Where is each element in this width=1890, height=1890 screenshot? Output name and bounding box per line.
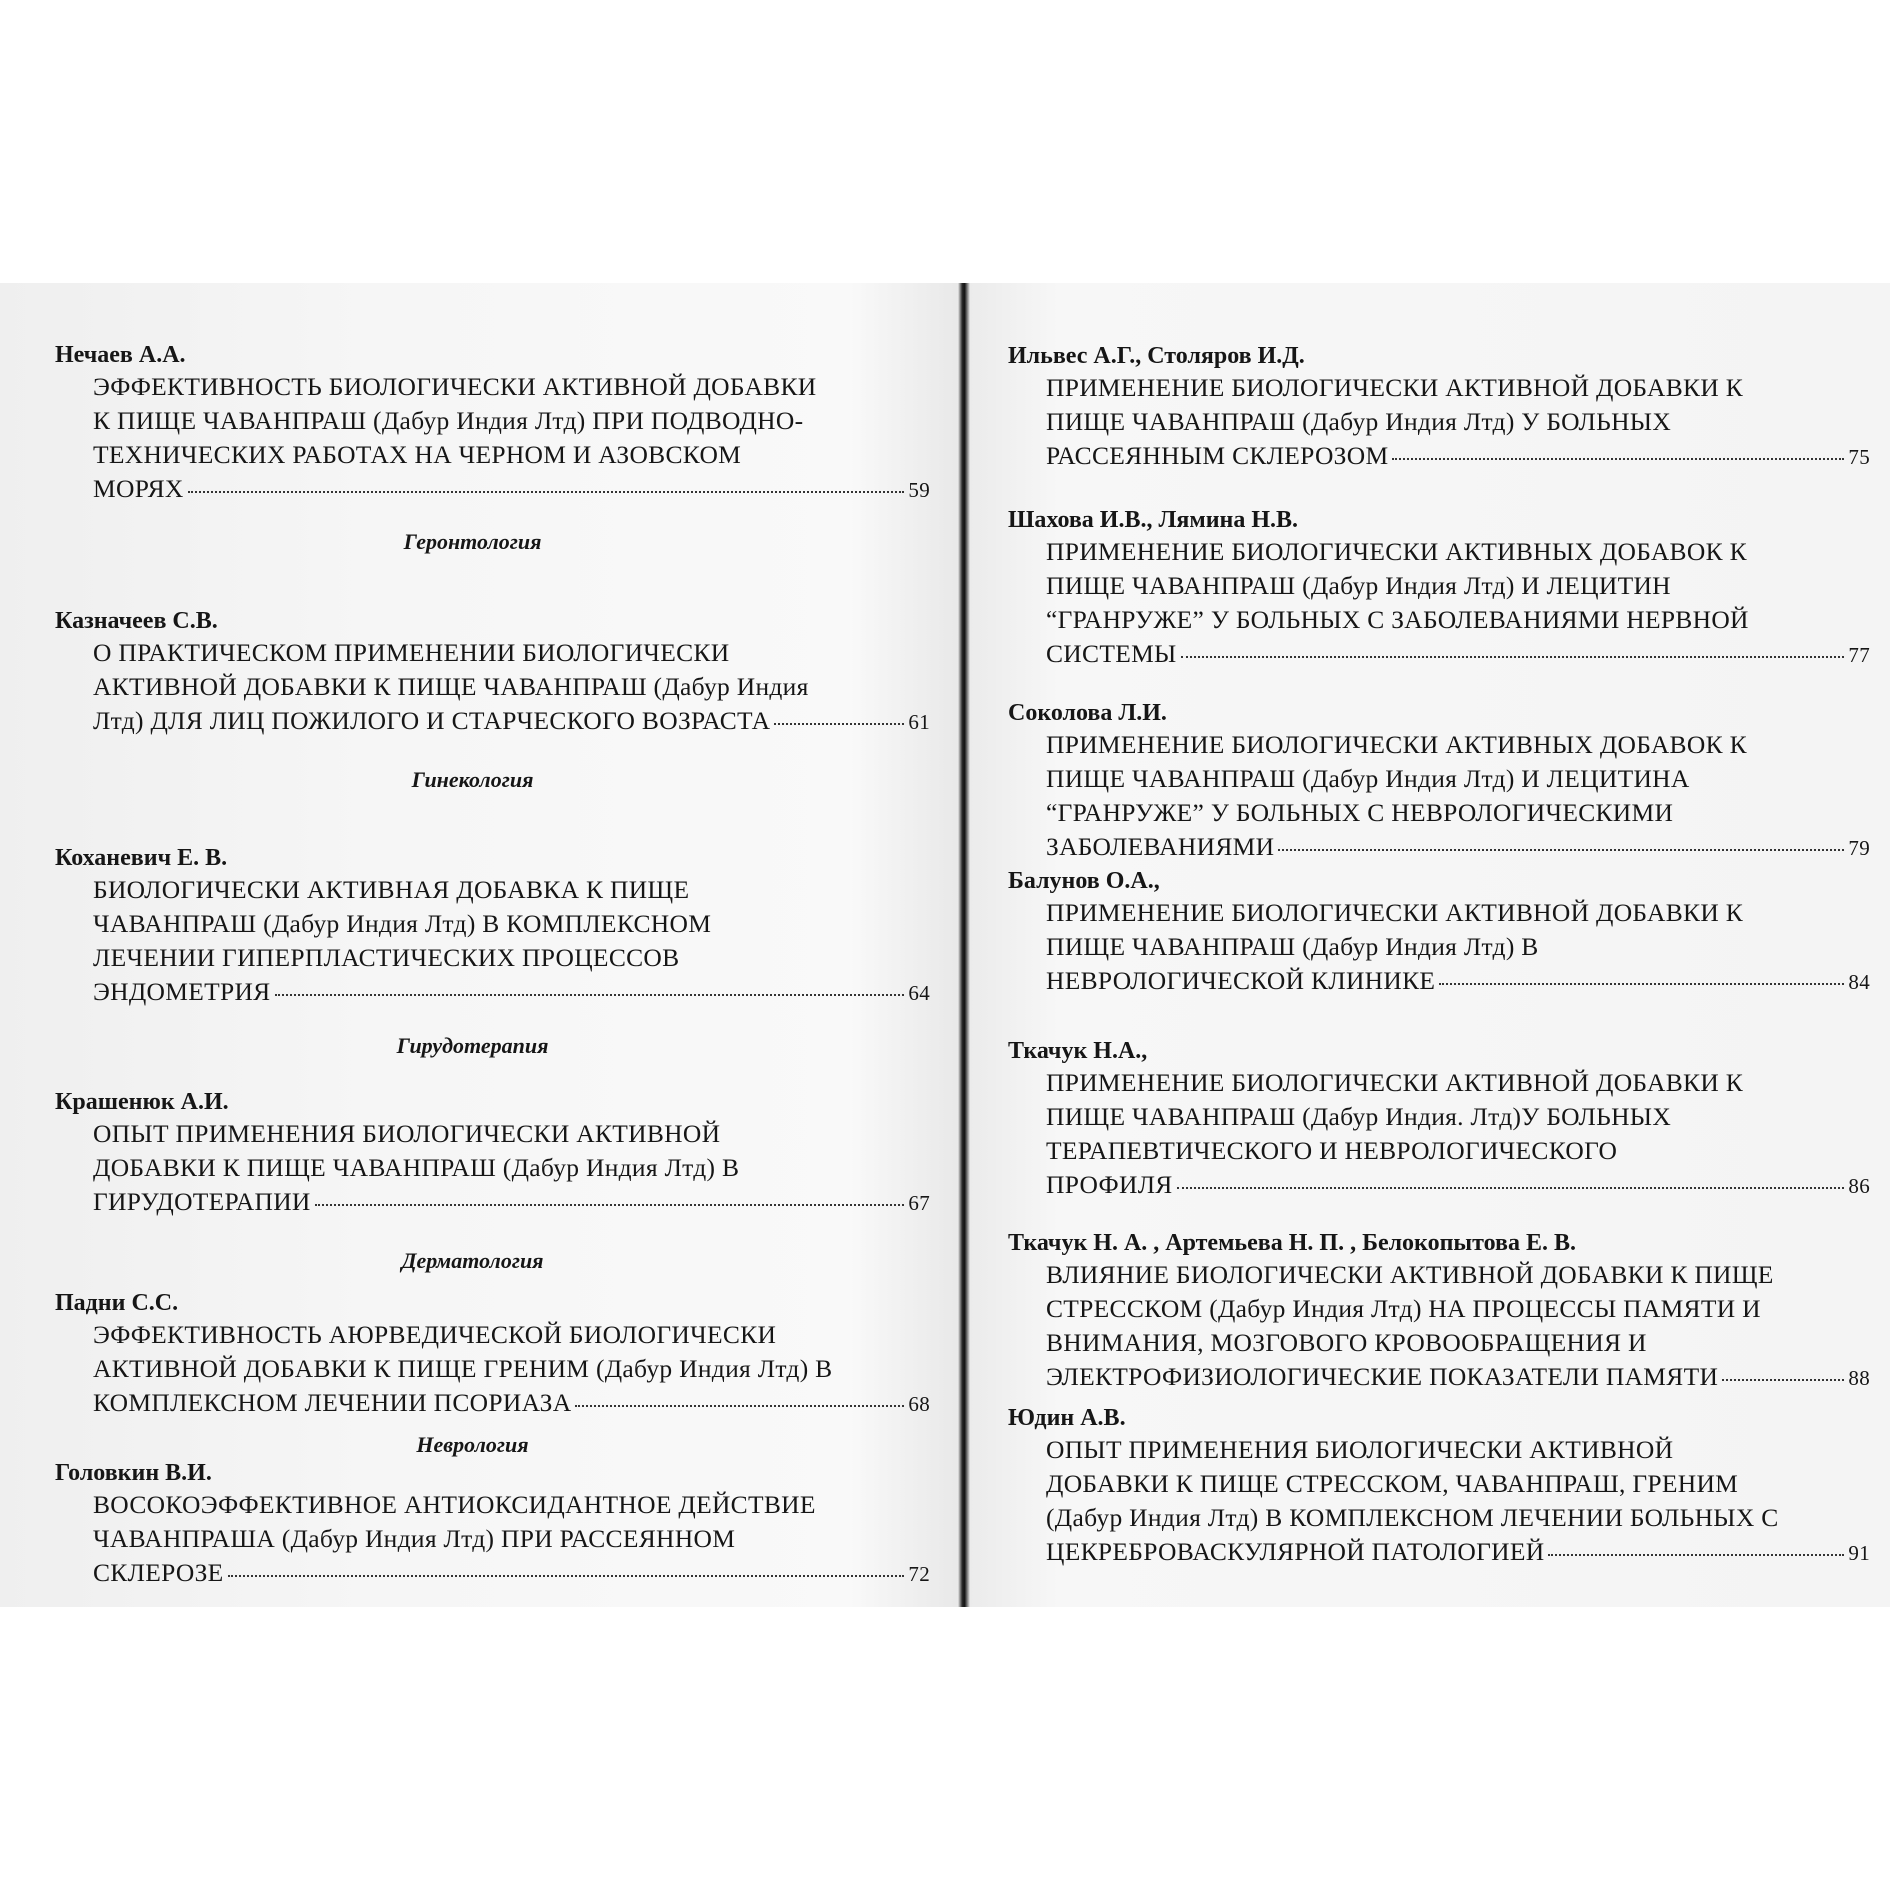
entry-title-line: БИОЛОГИЧЕСКИ АКТИВНАЯ ДОБАВКА К ПИЩЕ xyxy=(93,875,690,904)
toc-entry xyxy=(55,1458,930,1591)
book-spread xyxy=(0,283,1890,1607)
entry-title xyxy=(1046,1433,1870,1570)
dot-leader xyxy=(188,491,905,493)
page-number: 77 xyxy=(1848,643,1870,667)
dot-leader xyxy=(1392,458,1844,460)
entry-author: Ткачук Н.А., xyxy=(1008,1038,1148,1064)
dot-leader xyxy=(228,1575,905,1577)
entry-title-line: ВНИМАНИЯ, МОЗГОВОГО КРОВООБРАЩЕНИЯ И xyxy=(1046,1328,1647,1357)
dot-leader xyxy=(1177,1187,1845,1189)
entry-title xyxy=(93,873,930,1010)
entry-title-last-line xyxy=(93,472,930,507)
entry-title xyxy=(1046,896,1870,999)
book-gutter xyxy=(958,283,970,1607)
left-page xyxy=(55,283,930,1607)
section-heading: Гирудотерапия xyxy=(396,1033,549,1058)
entry-title-last-line xyxy=(1046,1168,1870,1203)
page-number: 86 xyxy=(1848,1174,1870,1198)
toc-entry xyxy=(1008,505,1870,672)
entry-author: Шахова И.В., Лямина Н.В. xyxy=(1008,507,1299,533)
entry-title xyxy=(93,1117,930,1220)
entry-title-line: ПРИМЕНЕНИЕ БИОЛОГИЧЕСКИ АКТИВНОЙ ДОБАВКИ К xyxy=(1046,373,1744,402)
page-number: 72 xyxy=(908,1562,930,1586)
entry-title-line: Лтд) ДЛЯ ЛИЦ ПОЖИЛОГО И СТАРЧЕСКОГО ВОЗРАСТА xyxy=(93,706,771,735)
entry-title xyxy=(93,1318,930,1421)
toc-entry xyxy=(55,1087,930,1220)
entry-title-line: АКТИВНОЙ ДОБАВКИ К ПИЩЕ ГРЕНИМ (Дабур Индия Лтд) В xyxy=(93,1354,833,1383)
entry-title-line: ТЕХНИЧЕСКИХ РАБОТАХ НА ЧЕРНОМ И АЗОВСКОМ xyxy=(93,440,742,469)
entry-title-line: ОПЫТ ПРИМЕНЕНИЯ БИОЛОГИЧЕСКИ АКТИВНОЙ xyxy=(1046,1435,1674,1464)
entry-title-line: ПРИМЕНЕНИЕ БИОЛОГИЧЕСКИ АКТИВНЫХ ДОБАВОК К xyxy=(1046,730,1747,759)
entry-title-line: ПРИМЕНЕНИЕ БИОЛОГИЧЕСКИ АКТИВНОЙ ДОБАВКИ К xyxy=(1046,898,1744,927)
entry-title-last-line xyxy=(93,1386,930,1421)
entry-title-line: ПИЩЕ ЧАВАНПРАШ (Дабур Индия Лтд) У БОЛЬНЫХ xyxy=(1046,407,1672,436)
entry-title-last-line xyxy=(1046,830,1870,865)
entry-title-line: ПИЩЕ ЧАВАНПРАШ (Дабур Индия Лтд) И ЛЕЦИТИН xyxy=(1046,571,1671,600)
toc-entry xyxy=(55,340,930,507)
entry-title-line: СКЛЕРОЗЕ xyxy=(93,1558,224,1587)
toc-entry xyxy=(1008,341,1870,474)
entry-title-line: ЭНДОМЕТРИЯ xyxy=(93,977,271,1006)
toc-entry xyxy=(1008,1228,1870,1395)
entry-title-line: ПИЩЕ ЧАВАНПРАШ (Дабур Индия. Лтд)У БОЛЬНЫХ xyxy=(1046,1102,1672,1131)
entry-title-last-line xyxy=(93,1185,930,1220)
entry-author: Ткачук Н. А. , Артемьева Н. П. , Белокопытова Е. В. xyxy=(1008,1230,1576,1256)
entry-title xyxy=(1046,1066,1870,1203)
page-number: 75 xyxy=(1848,445,1870,469)
entry-title-line: ЛЕЧЕНИИ ГИПЕРПЛАСТИЧЕСКИХ ПРОЦЕССОВ xyxy=(93,943,680,972)
entry-title-line: ДОБАВКИ К ПИЩЕ ЧАВАНПРАШ (Дабур Индия Лтд) В xyxy=(93,1153,740,1182)
entry-title-line: ЭФФЕКТИВНОСТЬ АЮРВЕДИЧЕСКОЙ БИОЛОГИЧЕСКИ xyxy=(93,1320,777,1349)
entry-title xyxy=(1046,535,1870,672)
entry-title-line: РАССЕЯННЫМ СКЛЕРОЗОМ xyxy=(1046,441,1389,470)
entry-title-line: К ПИЩЕ ЧАВАНПРАШ (Дабур Индия Лтд) ПРИ ПОДВОДНО- xyxy=(93,406,804,435)
entry-title-line: ЭФФЕКТИВНОСТЬ БИОЛОГИЧЕСКИ АКТИВНОЙ ДОБАВКИ xyxy=(93,372,817,401)
entry-title-line: “ГРАНРУЖЕ” У БОЛЬНЫХ С НЕВРОЛОГИЧЕСКИМИ xyxy=(1046,798,1674,827)
page-number: 61 xyxy=(908,710,930,734)
section-heading: Гинекология xyxy=(411,767,534,792)
entry-author: Коханевич Е. В. xyxy=(55,845,228,871)
entry-title-last-line xyxy=(1046,964,1870,999)
entry-author: Казначеев С.В. xyxy=(55,608,218,634)
section-heading: Дерматология xyxy=(401,1248,544,1273)
entry-title-line: СТРЕССКОМ (Дабур Индия Лтд) НА ПРОЦЕССЫ ПАМЯТИ И xyxy=(1046,1294,1761,1323)
dot-leader xyxy=(1439,983,1844,985)
dot-leader xyxy=(1722,1379,1844,1381)
entry-author: Головкин В.И. xyxy=(55,1460,212,1486)
entry-title xyxy=(93,370,930,507)
entry-author: Соколова Л.И. xyxy=(1008,700,1167,726)
page-number: 68 xyxy=(908,1392,930,1416)
entry-author: Ильвес А.Г., Столяров И.Д. xyxy=(1008,343,1305,369)
entry-title-line: ПИЩЕ ЧАВАНПРАШ (Дабур Индия Лтд) В xyxy=(1046,932,1539,961)
entry-title-line: МОРЯХ xyxy=(93,474,184,503)
entry-title-line: ПРИМЕНЕНИЕ БИОЛОГИЧЕСКИ АКТИВНЫХ ДОБАВОК К xyxy=(1046,537,1747,566)
entry-title-line: О ПРАКТИЧЕСКОМ ПРИМЕНЕНИИ БИОЛОГИЧЕСКИ xyxy=(93,638,730,667)
page-number: 64 xyxy=(908,981,930,1005)
entry-title-line: ДОБАВКИ К ПИЩЕ СТРЕССКОМ, ЧАВАНПРАШ, ГРЕНИМ xyxy=(1046,1469,1739,1498)
page-number: 84 xyxy=(1848,970,1870,994)
toc-entry xyxy=(55,843,930,1010)
entry-author: Падни С.С. xyxy=(55,1290,179,1316)
page-number: 91 xyxy=(1848,1541,1870,1565)
entry-title-line: ЗАБОЛЕВАНИЯМИ xyxy=(1046,832,1275,861)
entry-author: Юдин А.В. xyxy=(1008,1405,1126,1431)
dot-leader xyxy=(275,994,905,996)
entry-title-line: ЧАВАНПРАШ (Дабур Индия Лтд) В КОМПЛЕКСНОМ xyxy=(93,909,712,938)
entry-title-line: ЭЛЕКТРОФИЗИОЛОГИЧЕСКИЕ ПОКАЗАТЕЛИ ПАМЯТИ xyxy=(1046,1362,1719,1391)
entry-title xyxy=(93,636,930,739)
entry-title-line: ОПЫТ ПРИМЕНЕНИЯ БИОЛОГИЧЕСКИ АКТИВНОЙ xyxy=(93,1119,721,1148)
toc-entry xyxy=(1008,698,1870,865)
entry-title-line: ВЛИЯНИЕ БИОЛОГИЧЕСКИ АКТИВНОЙ ДОБАВКИ К ПИЩЕ xyxy=(1046,1260,1774,1289)
dot-leader xyxy=(1181,656,1845,658)
toc-entry xyxy=(1008,1403,1870,1570)
entry-title-last-line xyxy=(93,1556,930,1591)
entry-author: Крашенюк А.И. xyxy=(55,1089,229,1115)
entry-title xyxy=(1046,1258,1870,1395)
entry-title-last-line xyxy=(93,704,930,739)
toc-entry xyxy=(55,606,930,739)
dot-leader xyxy=(1548,1554,1844,1556)
entry-title-line: АКТИВНОЙ ДОБАВКИ К ПИЩЕ ЧАВАНПРАШ (Дабур Индия xyxy=(93,672,809,701)
page-number: 79 xyxy=(1848,836,1870,860)
entry-title-last-line xyxy=(1046,637,1870,672)
entry-author: Балунов О.А., xyxy=(1008,868,1160,894)
dot-leader xyxy=(575,1405,904,1407)
section-heading: Неврология xyxy=(416,1432,529,1457)
entry-title-last-line xyxy=(1046,1535,1870,1570)
page-number: 88 xyxy=(1848,1366,1870,1390)
entry-title-line: ТЕРАПЕВТИЧЕСКОГО И НЕВРОЛОГИЧЕСКОГО xyxy=(1046,1136,1618,1165)
entry-title-line: КОМПЛЕКСНОМ ЛЕЧЕНИИ ПСОРИАЗА xyxy=(93,1388,572,1417)
toc-entry xyxy=(1008,866,1870,999)
entry-title-last-line xyxy=(1046,439,1870,474)
entry-title-line: ВОСОКОЭФФЕКТИВНОЕ АНТИОКСИДАНТНОЕ ДЕЙСТВИЕ xyxy=(93,1490,816,1519)
entry-title xyxy=(1046,371,1870,474)
toc-entry xyxy=(55,1288,930,1421)
entry-title-line: СИСТЕМЫ xyxy=(1046,639,1177,668)
entry-title-last-line xyxy=(93,975,930,1010)
entry-title xyxy=(93,1488,930,1591)
entry-title-line: ПРОФИЛЯ xyxy=(1046,1170,1173,1199)
entry-title-line: ЦЕКРЕБРОВАСКУЛЯРНОЙ ПАТОЛОГИЕЙ xyxy=(1046,1537,1545,1566)
entry-title-line: ПРИМЕНЕНИЕ БИОЛОГИЧЕСКИ АКТИВНОЙ ДОБАВКИ К xyxy=(1046,1068,1744,1097)
section-heading: Геронтология xyxy=(403,529,542,554)
entry-title-line: “ГРАНРУЖЕ” У БОЛЬНЫХ С ЗАБОЛЕВАНИЯМИ НЕРВНОЙ xyxy=(1046,605,1749,634)
page-number: 59 xyxy=(908,478,930,502)
dot-leader xyxy=(774,723,904,725)
entry-title xyxy=(1046,728,1870,865)
page-number: 67 xyxy=(908,1191,930,1215)
entry-author: Нечаев А.А. xyxy=(55,342,186,368)
entry-title-last-line xyxy=(1046,1360,1870,1395)
entry-title-line: НЕВРОЛОГИЧЕСКОЙ КЛИНИКЕ xyxy=(1046,966,1436,995)
right-page xyxy=(1008,283,1870,1607)
dot-leader xyxy=(315,1204,905,1206)
entry-title-line: ЧАВАНПРАША (Дабур Индия Лтд) ПРИ РАССЕЯННОМ xyxy=(93,1524,736,1553)
entry-title-line: ГИРУДОТЕРАПИИ xyxy=(93,1187,311,1216)
dot-leader xyxy=(1278,849,1844,851)
toc-entry xyxy=(1008,1036,1870,1203)
entry-title-line: (Дабур Индия Лтд) В КОМПЛЕКСНОМ ЛЕЧЕНИИ БОЛЬНЫХ С xyxy=(1046,1503,1779,1532)
entry-title-line: ПИЩЕ ЧАВАНПРАШ (Дабур Индия Лтд) И ЛЕЦИТИНА xyxy=(1046,764,1690,793)
